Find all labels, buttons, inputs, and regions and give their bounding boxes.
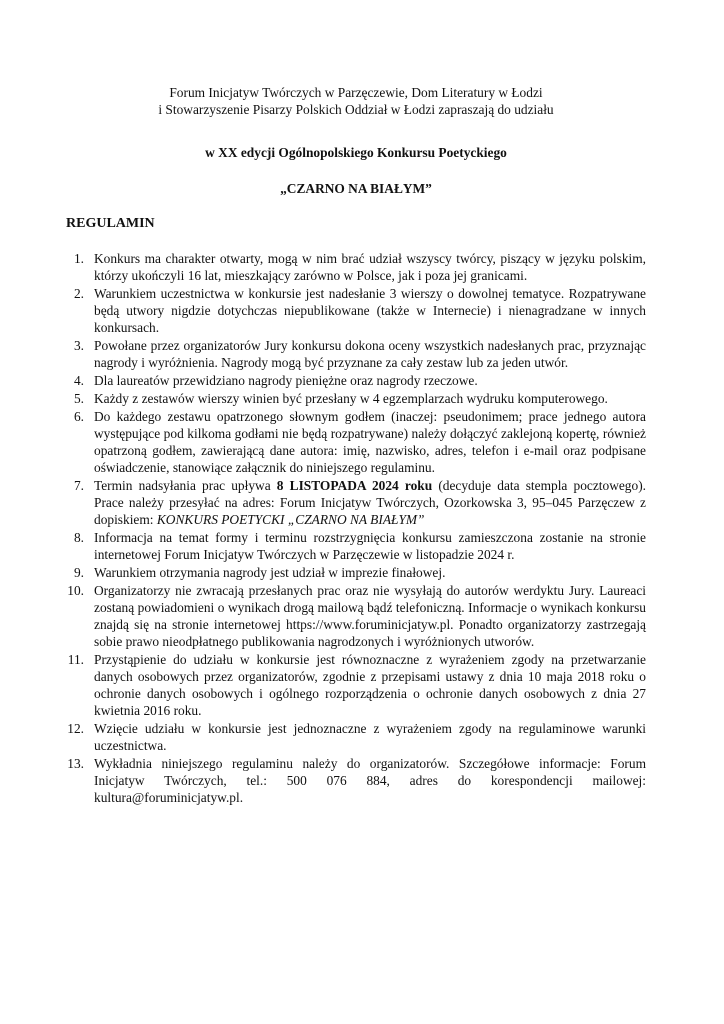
- rule-item: [66, 477, 646, 528]
- contest-title: „CZARNO NA BIAŁYM”: [280, 181, 432, 196]
- rule-text: [94, 478, 646, 527]
- rule-number: 10.: [67, 583, 84, 598]
- rule-text: Warunkiem otrzymania nagrody jest udział w imprezie finałowej.: [94, 565, 446, 580]
- rule-item: [66, 285, 646, 336]
- rule-text-part: Termin nadsyłania prac upływa: [94, 478, 277, 493]
- rule-item: [66, 250, 646, 284]
- rule-number: 3.: [73, 338, 84, 353]
- rule-text: Warunkiem uczestnictwa w konkursie jest nadesłanie 3 wierszy o dowolnej tematyce. Rozpatrywane będą utwory nigdzie dotychczas niepublikowane (także w Internecie) i nienagradzane w innych konkursach.: [94, 286, 646, 335]
- rule-number: 4.: [73, 373, 84, 388]
- rules-list: [66, 250, 646, 806]
- rule-text-part: (decyduje data stempla pocztowego). Prace należy przesyłać na adres: Forum Inicjatyw Twórczych, Ozorkowska 3, 95–045 Parzęczew z dopiskiem:: [94, 478, 647, 527]
- rule-text: Każdy z zestawów wierszy winien być przesłany w 4 egzemplarzach wydruku komputerowego.: [94, 391, 608, 406]
- rule-text: Informacja na temat formy i terminu rozstrzygnięcia konkursu zamieszczona zostanie na stronie internetowej Forum Inicjatyw Twórczych w Parzęczewie w listopadzie 2024 r.: [94, 530, 646, 562]
- rule-item: [66, 755, 646, 806]
- rule-item: [66, 720, 646, 754]
- rule-item: [66, 408, 646, 476]
- rule-item: [66, 337, 646, 371]
- rule-item: [66, 390, 646, 407]
- rule-number: 6.: [73, 409, 84, 424]
- intro-block: [66, 84, 646, 118]
- rule-text: Dla laureatów przewidziano nagrody pieniężne oraz nagrody rzeczowe.: [94, 373, 478, 388]
- rule-item: [66, 529, 646, 563]
- deadline-date: 8 LISTOPADA 2024 roku: [276, 478, 433, 493]
- rule-number: 5.: [73, 391, 84, 406]
- rule-text: Wzięcie udziału w konkursie jest jednoznaczne z wyrażeniem zgody na regulaminowe warunki uczestnictwa.: [94, 721, 646, 753]
- rule-number: 12.: [67, 721, 84, 736]
- rule-number: 1.: [73, 251, 84, 266]
- rule-text: Do każdego zestawu opatrzonego słownym godłem (inaczej: pseudonimem; prace jednego autora występujące pod kilkoma godłami nie będą rozpatrywane) należy dołączyć zaklejoną kopertę, również opatrzoną godłem, zawierającą dane autora: imię, nazwisko, adres, telefon i e-mail oraz podpisane oświadczenie, stanowiące załącznik do niniejszego regulaminu.: [94, 409, 646, 475]
- intro-line-1: Forum Inicjatyw Twórczych w Parzęczewie, Dom Literatury w Łodzi: [169, 85, 543, 100]
- regulations-title: REGULAMIN: [66, 216, 155, 231]
- rule-item: [66, 651, 646, 719]
- rule-number: 2.: [73, 286, 84, 301]
- rule-number: 7.: [73, 478, 84, 493]
- rule-item: [66, 582, 646, 650]
- rule-text: Konkurs ma charakter otwarty, mogą w nim brać udział wszyscy twórcy, piszący w języku polskim, którzy ukończyli 16 lat, mieszkający zarówno w Polsce, jak i poza jej granicami.: [94, 251, 646, 283]
- rule-number: 13.: [67, 756, 84, 771]
- rule-item: [66, 564, 646, 581]
- rule-item: [66, 372, 646, 389]
- rule-text: Organizatorzy nie zwracają przesłanych prac oraz nie wysyłają do autorów werdyktu Jury. Laureaci zostaną powiadomieni o wynikach drogą mailową bądź telefoniczną. Informacje o wynikach konkursu znajdą się na stronie internetowej https://www.foruminicjatyw.pl. Ponadto organizatorzy zastrzegają sobie prawo nieodpłatnego publikowania nagrodzonych i wyróżnionych utworów.: [94, 583, 646, 649]
- intro-line-2: i Stowarzyszenie Pisarzy Polskich Oddział w Łodzi zapraszają do udziału: [158, 102, 554, 117]
- rule-text: Przystąpienie do udziału w konkursie jest równoznaczne z wyrażeniem zgody na przetwarzanie danych osobowych przez organizatorów, zgodnie z przepisami ustawy z dnia 10 maja 2018 roku o ochronie danych osobowych i ogólnego rozporządzenia o ochronie danych osobowych z dnia 27 kwietnia 2016 roku.: [94, 652, 646, 718]
- rule-text: Powołane przez organizatorów Jury konkursu dokona oceny wszystkich nadesłanych prac, przyznając nagrody i wyróżnienia. Nagrody mogą być przyznane za cały zestaw lub za jeden utwór.: [94, 338, 646, 370]
- rule-number: 11.: [67, 652, 84, 667]
- edition-heading: w XX edycji Ogólnopolskiego Konkursu Poetyckiego: [205, 145, 507, 160]
- rule-text: Wykładnia niniejszego regulaminu należy do organizatorów. Szczegółowe informacje: Forum Inicjatyw Twórczych, tel.: 500 076 884, adres do korespondencji mailowej: kultura@foruminicjatyw.pl.: [94, 756, 646, 805]
- rule-number: 9.: [73, 565, 84, 580]
- rule-number: 8.: [73, 530, 84, 545]
- envelope-annotation: KONKURS POETYCKI „CZARNO NA BIAŁYM”: [156, 512, 425, 527]
